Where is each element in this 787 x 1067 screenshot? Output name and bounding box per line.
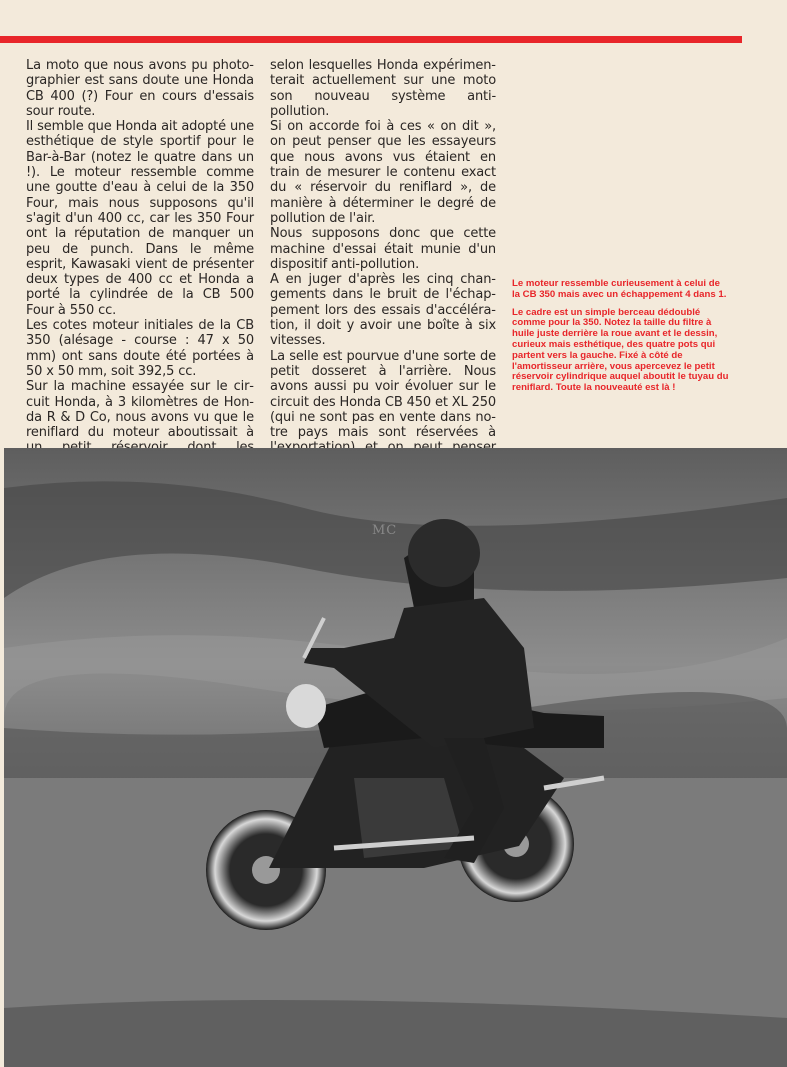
paragraph: Si on accorde foi à ces « on dit », on peut penser que les essayeurs que nous avons vus étaient en train de mesurer le contenu exact du « réservoir du reniflard », de manière à déterminer le degré de pollution de l'air.	[270, 119, 496, 226]
article-column-right	[270, 58, 496, 486]
paragraph: Il semble que Honda ait adopté une esthétique de style sportif pour le Bar-à-Bar (notez le quatre dans un !). Le moteur ressemble comme une goutte d'eau à celui de la 350 Four, mais nous supposons qu'il s'agit d'un 400 cc, car les 350 Four ont la réputation de manquer un peu de punch. Dans le même esprit, Kawasaki vient de présenter deux types de 400 cc et Honda a porté la cylindrée de la CB 500 Four à 550 cc.	[26, 119, 254, 318]
paragraph: Nous supposons donc que cette machine d'essai était munie d'un dispositif anti-pollution.	[270, 226, 496, 272]
motorcycle-photo	[4, 448, 787, 1067]
paragraph: Sur la machine essayée sur le circuit Honda, à 3 kilomètres de Honda R & D Co, nous avons vu que le reniflard du moteur aboutissait à	[26, 379, 254, 441]
watermark-logo: MC	[372, 523, 398, 538]
paragraph: A en juger d'après les cinq changements dans le bruit de l'échappement lors des essais d'accélération, il doit y avoir une boîte à six vitesses.	[270, 272, 496, 349]
photo-caption	[512, 279, 730, 401]
paragraph: selon lesquelles Honda expérimenterait actuellement sur une moto son nouveau système anti-pollution.	[270, 58, 496, 119]
paragraph: La selle est pourvue d'une sorte de petit dosseret à l'arrière. Nous avons aussi pu voir évoluer sur le circuit des Honda CB 450 et XL 250 (qui ne sont pas en vente dans notre pays mais sont réservées à	[270, 348, 496, 441]
paragraph: Les cotes moteur initiales de la CB 350 (alésage - course : 47 x 50 mm) ont sans doute été portées à 50 x 50 mm, soit 392,5 cc.	[26, 318, 254, 379]
motorcycle-photo-drawing	[4, 448, 787, 1067]
paragraph: La moto que nous avons pu photographier est sans doute une Honda CB 400 (?) Four en cours d'essais sour route.	[26, 58, 254, 119]
header-red-bar	[0, 36, 742, 43]
article-column-left	[26, 58, 254, 502]
caption-paragraph: Le moteur ressemble curieusement à celui de la CB 350 mais avec un échappement 4 dans 1.	[512, 278, 727, 300]
caption-paragraph: Le cadre est un simple berceau dédoublé comme pour la 350. Notez la taille du filtre à huile juste derrière la roue avant et le dessin, curieux mais esthétique, des quatre pots qui partent vers la gauche. Fixé à côté de l'amortisseur arrière, vous apercevez le petit réservoir cylindrique auquel aboutit le tuyau du reniflard. Toute la nouveauté est là !	[512, 306, 729, 394]
